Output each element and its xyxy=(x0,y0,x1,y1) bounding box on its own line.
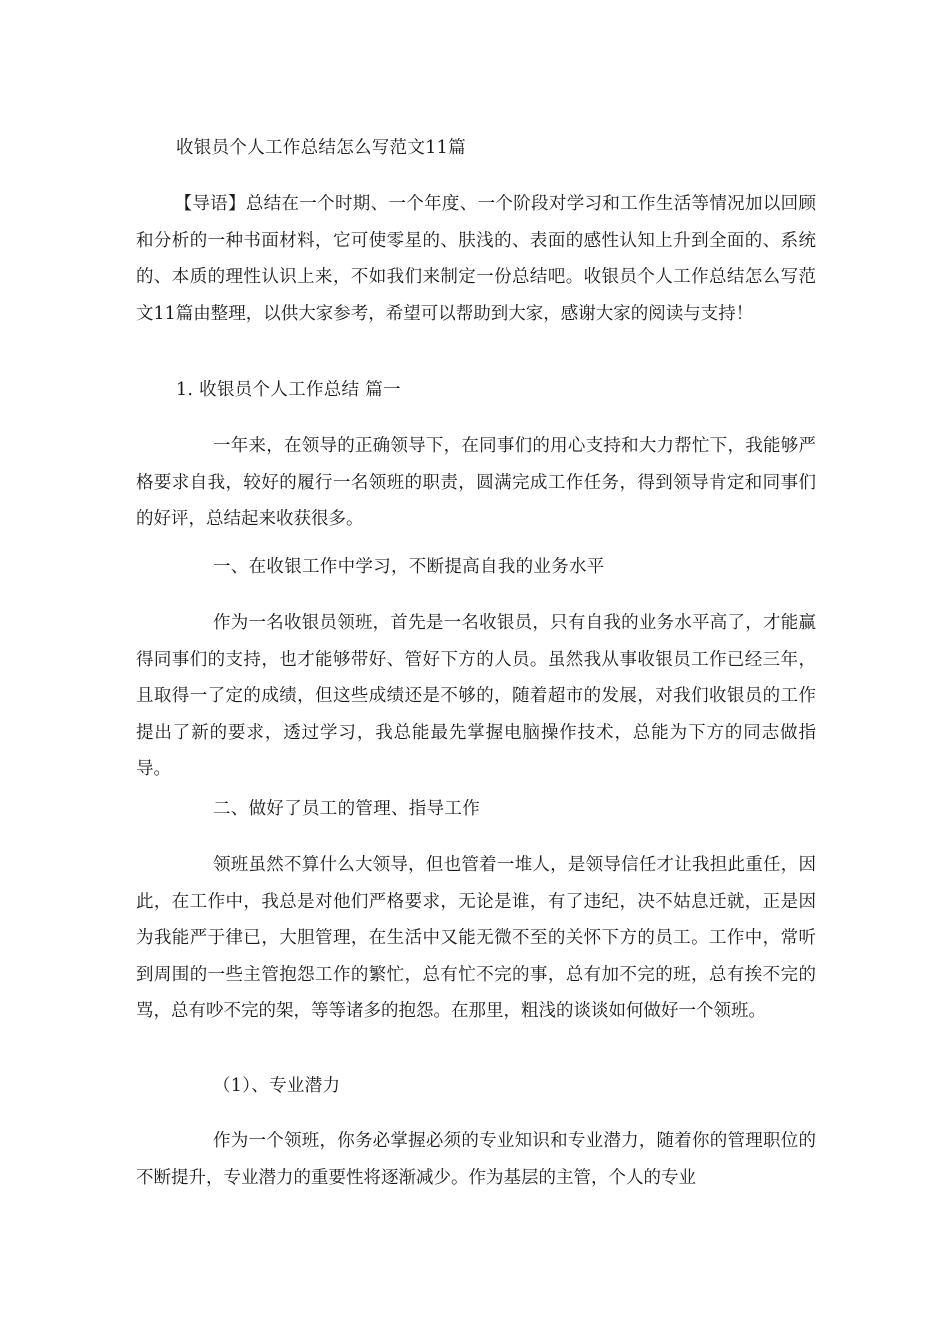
intro-paragraph: 【导语】总结在一个时期、一个年度、一个阶段对学习和工作生活等情况加以回顾和分析的一种书面材料，它可使零星的、肤浅的、表面的感性认知上升到全面的、系统的、本质的理性认识上来，不如我们来制定一份总结吧。收银员个人工作总结怎么写范文11篇由整理，以供大家参考，希望可以帮助到大家，感谢大家的阅读与支持！ xyxy=(136,194,816,324)
body-paragraph-1: 一年来，在领导的正确领导下，在同事们的用心支持和大力帮忙下，我能够严格要求自我，较好的履行一名领班的职责，圆满完成工作任务，得到领导肯定和同事们的好评，总结起来收获很多。 xyxy=(136,436,816,529)
subheading-2: 二、做好了员工的管理、指导工作 xyxy=(213,799,480,819)
body-paragraph-2: 作为一名收银员领班，首先是一名收银员，只有自我的业务水平高了，才能赢得同事们的支持，也才能够带好、管好下方的人员。虽然我从事收银员工作已经三年，且取得一了定的成绩，但这些成绩还是不够的，随着超市的发展，对我们收银员的工作提出了新的要求，透过学习，我总能最先掌握电脑操作技术，总能为下方的同志做指导。 xyxy=(136,613,816,779)
body-paragraph-3: 领班虽然不算什么大领导，但也管着一堆人，是领导信任才让我担此重任，因此，在工作中，我总是对他们严格要求，无论是谁，有了违纪，决不姑息迁就，正是因为我能严于律已，大胆管理，在生活中又能无微不至的关怀下方的员工。工作中，常听到周围的一些主管抱怨工作的繁忙，总有忙不完的事，总有加不完的班，总有挨不完的骂，总有吵不完的架，等等诸多的抱怨。在那里，粗浅的谈谈如何做好一个领班。 xyxy=(136,855,816,1021)
subheading-3: （1）、专业潜力 xyxy=(213,1076,341,1096)
subheading-1: 一、在收银工作中学习，不断提高自我的业务水平 xyxy=(213,557,605,577)
section-heading: 1. 收银员个人工作总结 篇一 xyxy=(176,380,401,400)
body-paragraph-4: 作为一个领班，你务必掌握必须的专业知识和专业潜力，随着你的管理职位的不断提升，专业潜力的重要性将逐渐减少。作为基层的主管，个人的专业 xyxy=(136,1131,816,1188)
document-title: 收银员个人工作总结怎么写范文11篇 xyxy=(176,138,466,158)
